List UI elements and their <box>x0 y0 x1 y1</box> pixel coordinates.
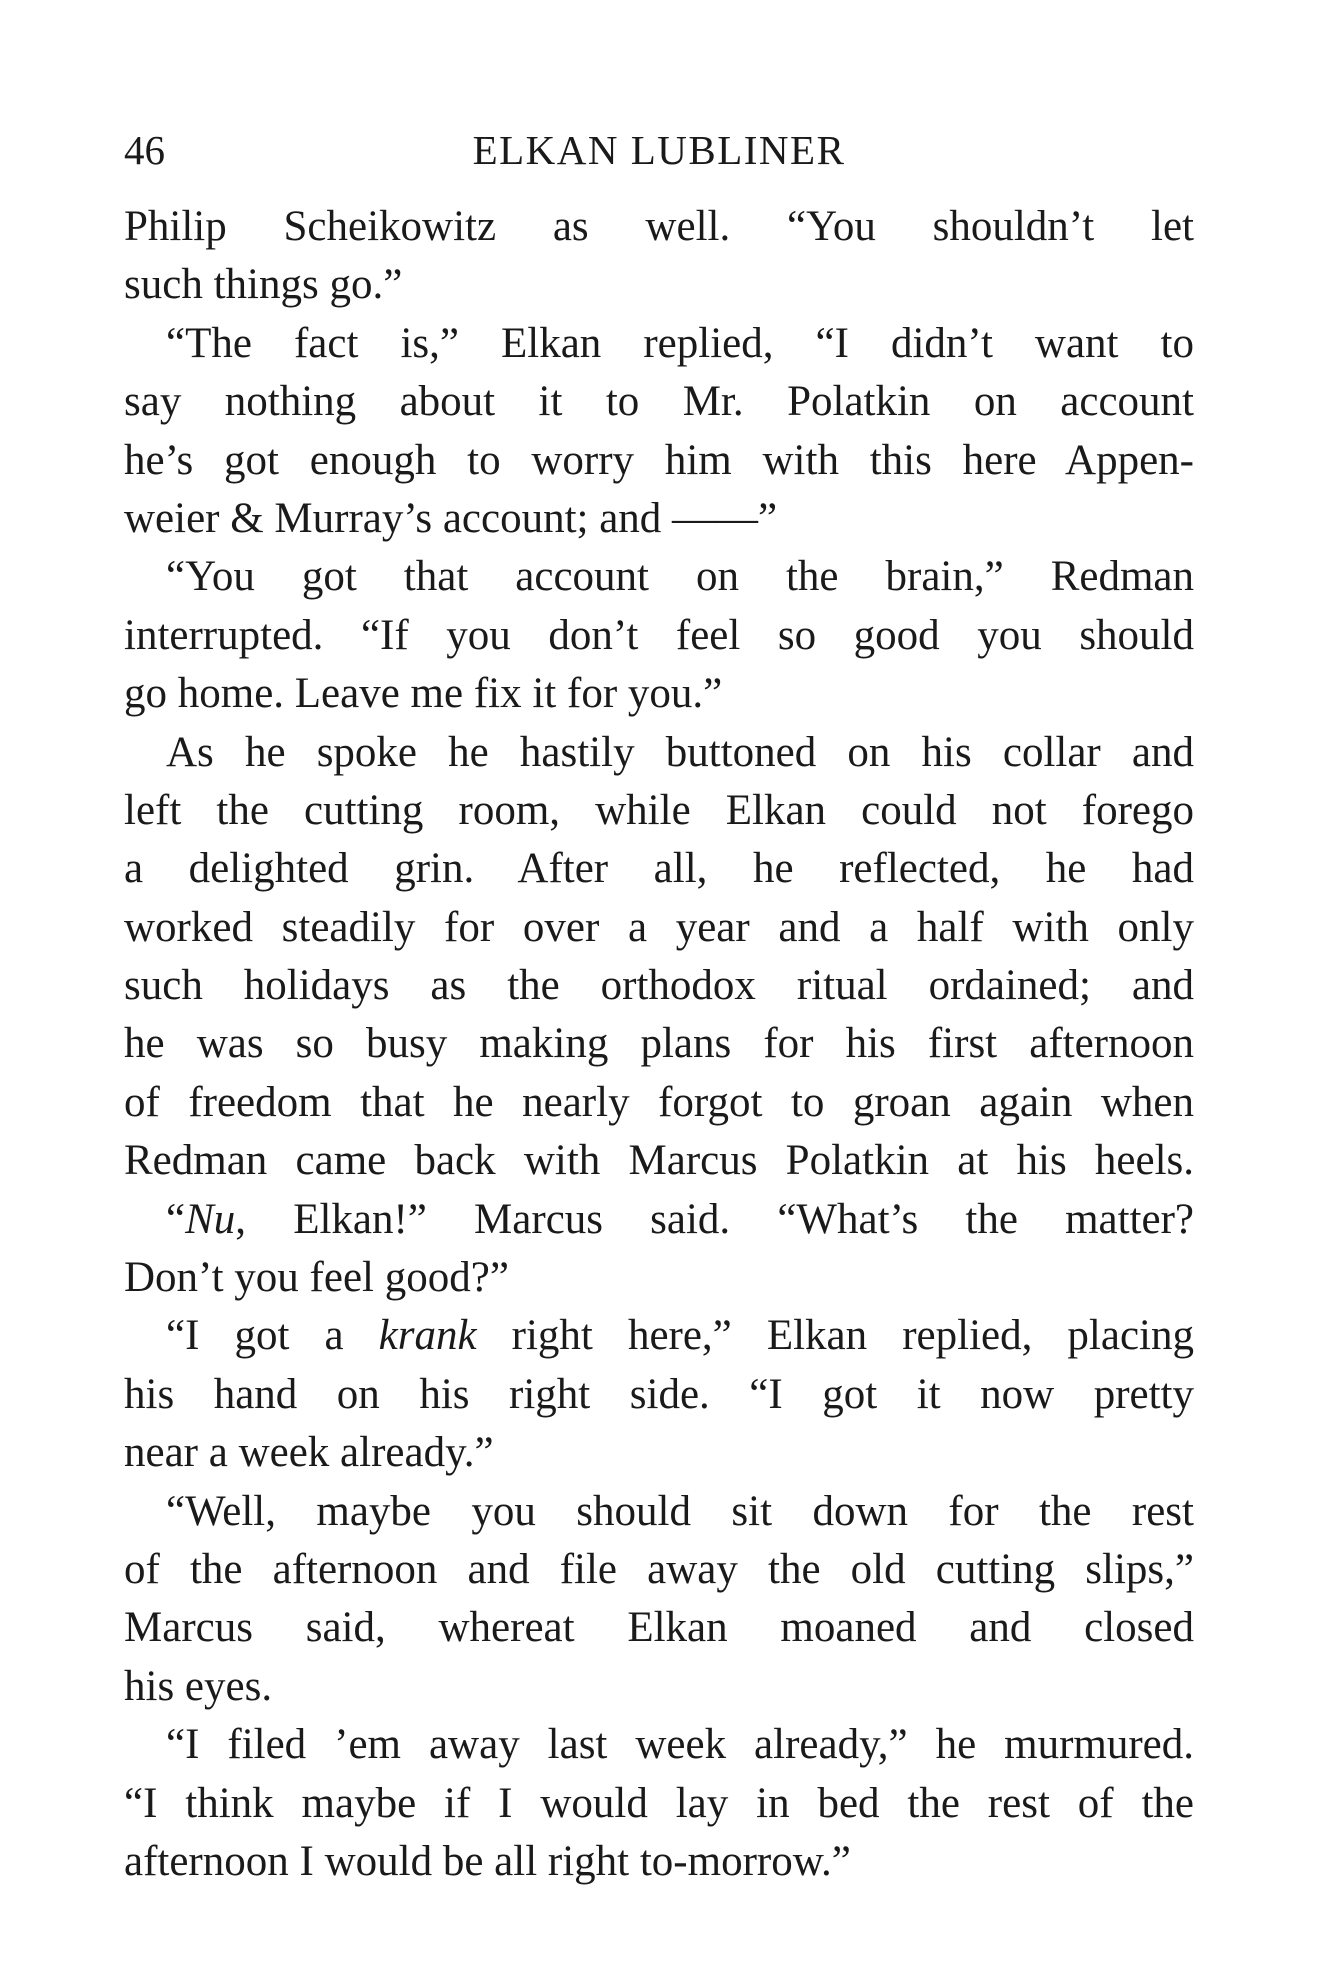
page-header <box>124 122 1194 178</box>
text-line: such things go.” <box>124 261 403 309</box>
text-line <box>124 1191 1194 1249</box>
text-line: left the cutting room, while Elkan could not forego <box>124 786 1194 834</box>
text-line: Marcus said, whereat Elkan moaned and closed <box>124 1604 1194 1652</box>
italic-word: Nu <box>185 1195 236 1243</box>
text-line: a delighted grin. After all, he reflected, he had <box>124 845 1194 893</box>
text-line: near a week already.” <box>124 1429 494 1477</box>
text-line: Philip Scheikowitz as well. “You shouldn’t let <box>124 203 1194 250</box>
text-line: “I think maybe if I would lay in bed the rest of the <box>124 1779 1194 1827</box>
text-line: afternoon I would be all right to-morrow.” <box>124 1837 851 1885</box>
page-number: 46 <box>124 127 165 173</box>
text-line: “Well, maybe you should sit down for the rest <box>166 1487 1194 1535</box>
text-line: worked steadily for over a year and a half with only <box>124 903 1194 951</box>
text-line: of freedom that he nearly forgot to groan again when <box>124 1078 1194 1126</box>
body-text <box>124 198 1194 1891</box>
text-line: Redman came back with Marcus Polatkin at his heels. <box>124 1137 1194 1185</box>
text-line: “You got that account on the brain,” Redman <box>166 553 1194 601</box>
text-fragment: “ <box>166 1195 186 1243</box>
text-line: interrupted. “If you don’t feel so good you should <box>124 611 1194 659</box>
text-line: weier & Murray’s account; and ——” <box>124 494 778 542</box>
text-line: “I filed ’em away last week already,” he murmured. <box>166 1721 1194 1769</box>
text-line: “The fact is,” Elkan replied, “I didn’t want to <box>166 319 1194 367</box>
text-line: of the afternoon and file away the old cutting slips,” <box>124 1545 1194 1593</box>
text-line: As he spoke he hastily buttoned on his collar and <box>166 728 1194 776</box>
text-fragment: right here,” Elkan replied, placing <box>476 1312 1194 1360</box>
text-line: he’s got enough to worry him with this here Appen- <box>124 436 1194 484</box>
text-line: his hand on his right side. “I got it now pretty <box>124 1370 1194 1418</box>
italic-word: krank <box>378 1312 477 1360</box>
text-fragment: “I got a <box>166 1312 379 1360</box>
text-line: say nothing about it to Mr. Polatkin on account <box>124 378 1194 426</box>
text-line: go home. Leave me fix it for you.” <box>124 670 723 718</box>
text-line: Don’t you feel good?” <box>124 1254 509 1302</box>
text-fragment: , Elkan!” Marcus said. “What’s the matter? <box>235 1195 1194 1243</box>
running-head: ELKAN LUBLINER <box>472 127 846 173</box>
text-line: he was so busy making plans for his first afternoon <box>124 1020 1194 1068</box>
text-line: his eyes. <box>124 1662 273 1710</box>
text-line <box>124 1307 1194 1365</box>
text-line: such holidays as the orthodox ritual ordained; and <box>124 962 1194 1010</box>
